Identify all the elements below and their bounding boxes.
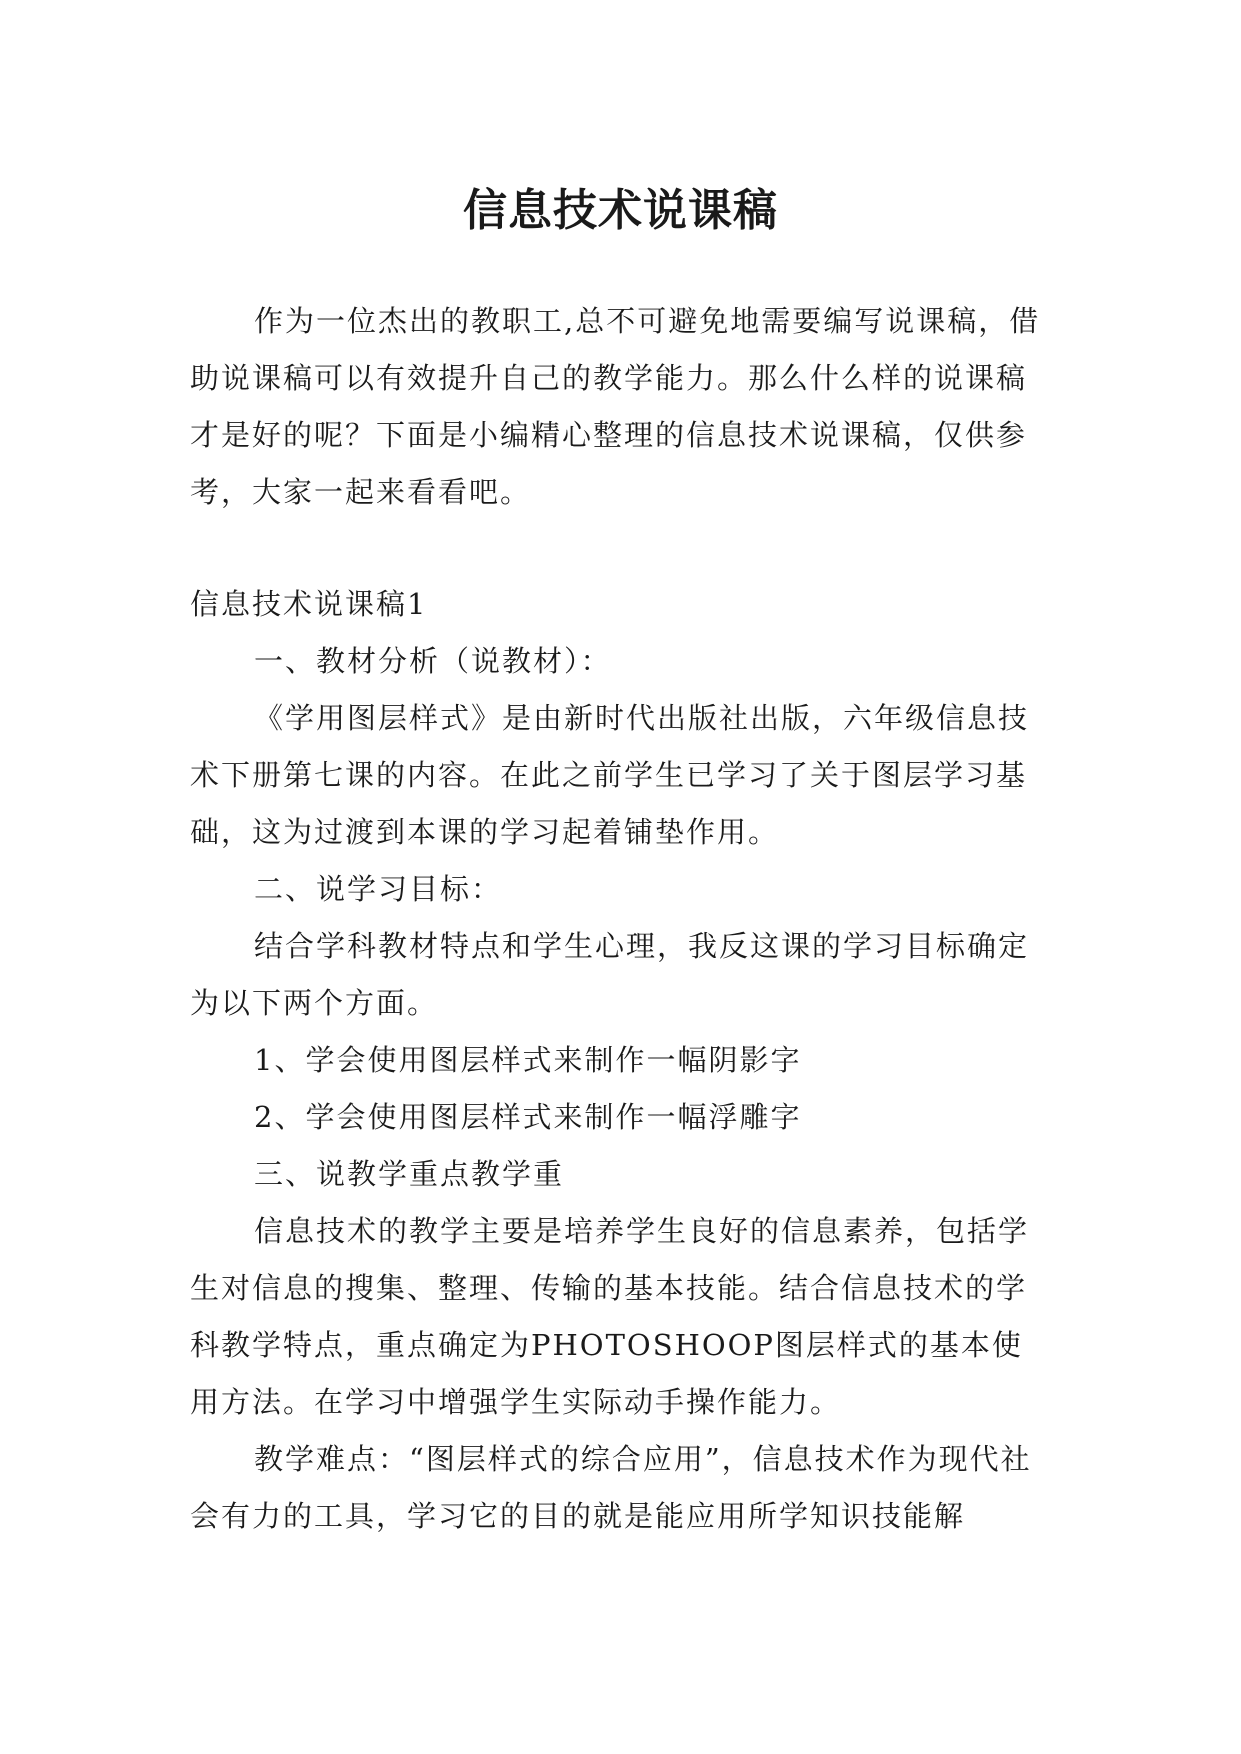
section-title: 信息技术说课稿1 [190,587,428,621]
heading-learning-goals: 二、说学习目标： [254,872,503,906]
page-title: 信息技术说课稿 [463,185,778,237]
paragraph-goals: 结合学科教材特点和学生心理，我反这课的学习目标确定为以下两个方面。 [190,929,1030,1020]
paragraph-materials: 《学用图层样式》是由新时代出版社出版，六年级信息技术下册第七课的内容。在此之前学生已学习了关于图层学习基础，这为过渡到本课的学习起着铺垫作用。 [190,701,1030,849]
intro-paragraph: 作为一位杰出的教职工,总不可避免地需要编写说课稿，借助说课稿可以有效提升自己的教学能力。那么什么样的说课稿才是好的呢？下面是小编精心整理的信息技术说课稿，仅供参考，大家一起来看看吧。 [190,304,1041,509]
goal-item-2: 2、学会使用图层样式来制作一幅浮雕字 [254,1100,802,1134]
heading-teaching-materials: 一、教材分析（说教材）： [254,644,612,678]
section-1 [190,576,1050,1545]
heading-key-points: 三、说教学重点教学重 [254,1157,565,1191]
goal-item-1: 1、学会使用图层样式来制作一幅阴影字 [254,1043,802,1077]
intro-block [190,293,1050,521]
paragraph-difficulty: 教学难点：“图层样式的综合应用”，信息技术作为现代社会有力的工具，学习它的目的就是能应用所学知识技能解 [190,1442,1032,1533]
paragraph-key-points: 信息技术的教学主要是培养学生良好的信息素养，包括学生对信息的搜集、整理、传输的基本技能。结合信息技术的学科教学特点，重点确定为PHOTOSHOOP图层样式的基本使用方法。在学习中增强学生实际动手操作能力。 [190,1214,1030,1419]
